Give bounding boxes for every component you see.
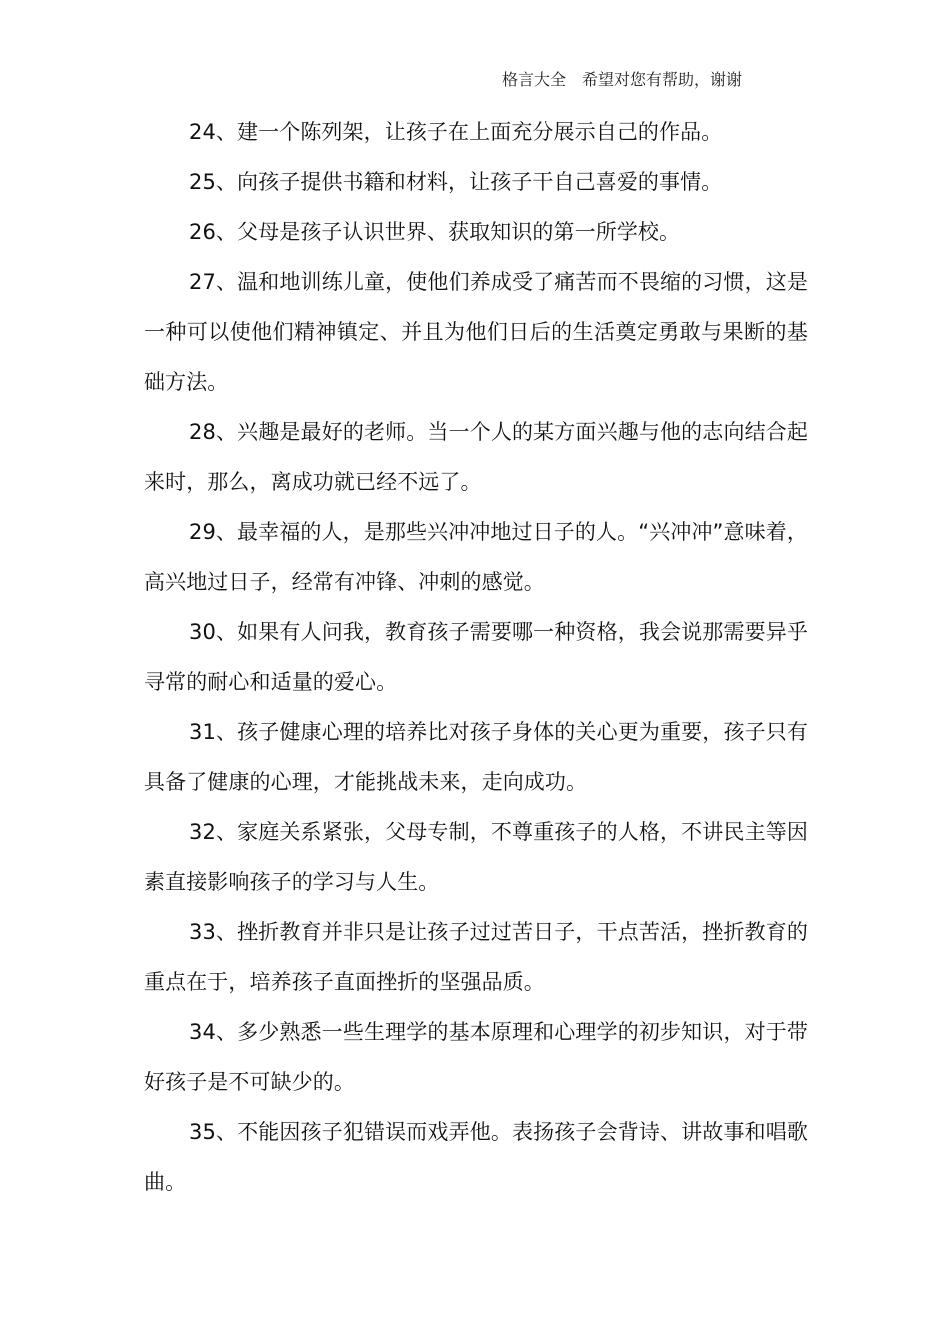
- quote-paragraph-27: 27、温和地训练儿童，使他们养成受了痛苦而不畏缩的习惯，这是一种可以使他们精神镇定、并且为他们日后的生活奠定勇敢与果断的基础方法。: [144, 270, 808, 394]
- quote-paragraph-26: 26、父母是孩子认识世界、获取知识的第一所学校。: [189, 220, 681, 244]
- quote-paragraph-33: 33、挫折教育并非只是让孩子过过苦日子，干点苦活，挫折教育的重点在于，培养孩子直面挫折的坚强品质。: [144, 920, 808, 994]
- quote-paragraph-32: 32、家庭关系紧张，父母专制，不尊重孩子的人格，不讲民主等因素直接影响孩子的学习与人生。: [144, 820, 808, 894]
- quote-paragraph-31: 31、孩子健康心理的培养比对孩子身体的关心更为重要，孩子只有具备了健康的心理，才能挑战未来，走向成功。: [144, 720, 808, 794]
- quote-list: [144, 107, 808, 1207]
- page-header: 格言大全 希望对您有帮助，谢谢: [502, 70, 743, 89]
- quote-paragraph-25: 25、向孩子提供书籍和材料，让孩子干自己喜爱的事情。: [189, 170, 723, 194]
- quote-paragraph-29: 29、最幸福的人，是那些兴冲冲地过日子的人。“兴冲冲”意味着，高兴地过日子，经常有冲锋、冲刺的感觉。: [144, 520, 808, 594]
- quote-paragraph-30: 30、如果有人问我，教育孩子需要哪一种资格，我会说那需要异乎寻常的耐心和适量的爱心。: [144, 620, 808, 694]
- quote-paragraph-24: 24、建一个陈列架，让孩子在上面充分展示自己的作品。: [189, 120, 723, 144]
- quote-paragraph-28: 28、兴趣是最好的老师。当一个人的某方面兴趣与他的志向结合起来时，那么，离成功就已经不远了。: [144, 420, 808, 494]
- quote-paragraph-35: 35、不能因孩子犯错误而戏弄他。表扬孩子会背诗、讲故事和唱歌曲。: [144, 1120, 808, 1194]
- quote-paragraph-34: 34、多少熟悉一些生理学的基本原理和心理学的初步知识，对于带好孩子是不可缺少的。: [144, 1020, 808, 1094]
